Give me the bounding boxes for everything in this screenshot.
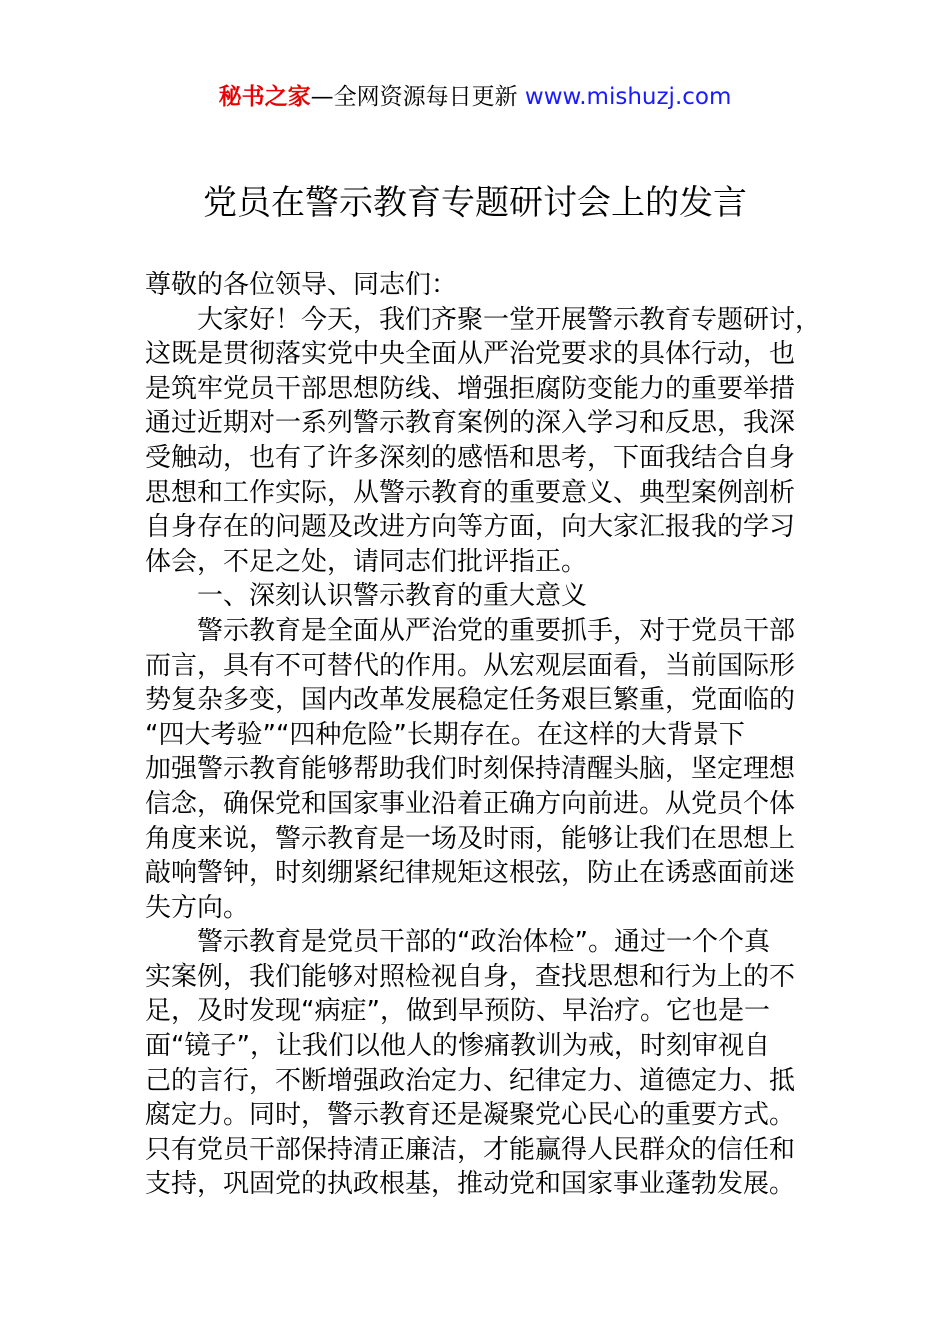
text-line: 实案例，我们能够对照检视自身，查找思想和行为上的不: [145, 961, 796, 992]
text-line: 是筑牢党员干部思想防线、增强拒腐防变能力的重要举措: [145, 373, 796, 404]
section-heading: 一、深刻认识警示教育的重大意义: [145, 581, 588, 612]
document-title: 党员在警示教育专题研讨会上的发言: [203, 183, 747, 223]
text-line: 受触动，也有了许多深刻的感悟和思考，下面我结合自身: [145, 442, 796, 473]
text-line: 支持，巩固党的执政根基，推动党和国家事业蓬勃发展。: [145, 1169, 796, 1200]
text-line: 尊敬的各位领导、同志们：: [145, 270, 458, 300]
text-line: 警示教育是全面从严治党的重要抓手，对于党员干部: [145, 615, 796, 646]
text-line: 通过近期对一系列警示教育案例的深入学习和反思，我深: [145, 408, 796, 439]
text-line: “四大考验”“四种危险”长期存在。在这样的大背景下: [145, 719, 745, 750]
text-line: 角度来说，警示教育是一场及时雨，能够让我们在思想上: [145, 823, 796, 854]
text-line: 腐定力。同时，警示教育还是凝聚党心民心的重要方式。: [145, 1100, 796, 1131]
text-line: 而言，具有不可替代的作用。从宏观层面看，当前国际形: [145, 650, 796, 681]
text-line: 加强警示教育能够帮助我们时刻保持清醒头脑，坚定理想: [145, 754, 796, 785]
text-line: 势复杂多变，国内改革发展稳定任务艰巨繁重，党面临的: [145, 685, 796, 716]
text-line: 警示教育是党员干部的“政治体检”。通过一个个真: [145, 927, 770, 958]
text-line: 只有党员干部保持清正廉洁，才能赢得人民群众的信任和: [145, 1134, 796, 1165]
site-header: [0, 80, 950, 114]
site-url-link[interactable]: www.mishuzj.com: [524, 84, 732, 110]
text-line: 面“镜子”，让我们以他人的惨痛教训为戒，时刻审视自: [145, 1031, 770, 1062]
text-line: 失方向。: [145, 892, 250, 923]
text-line: 信念，确保党和国家事业沿着正确方向前进。从党员个体: [145, 788, 796, 819]
document-body: [145, 268, 822, 1202]
text-line: 敲响警钟，时刻绷紧纪律规矩这根弦，防止在诱惑面前迷: [145, 858, 796, 889]
site-tagline: —全网资源每日更新: [310, 84, 525, 110]
text-line: 这既是贯彻落实党中央全面从严治党要求的具体行动，也: [145, 339, 796, 370]
text-line: 自身存在的问题及改进方向等方面，向大家汇报我的学习: [145, 512, 796, 543]
text-line: 己的言行，不断增强政治定力、纪律定力、道德定力、抵: [145, 1065, 796, 1096]
text-line: 体会，不足之处，请同志们批评指正。: [145, 546, 588, 577]
text-line: 足，及时发现“病症”，做到早预防、早治疗。它也是一: [145, 996, 770, 1027]
text-line: 大家好！今天，我们齐聚一堂开展警示教育专题研讨，: [145, 304, 822, 335]
site-brand: 秘书之家: [218, 84, 311, 110]
text-line: 思想和工作实际，从警示教育的重要意义、典型案例剖析: [145, 477, 796, 508]
